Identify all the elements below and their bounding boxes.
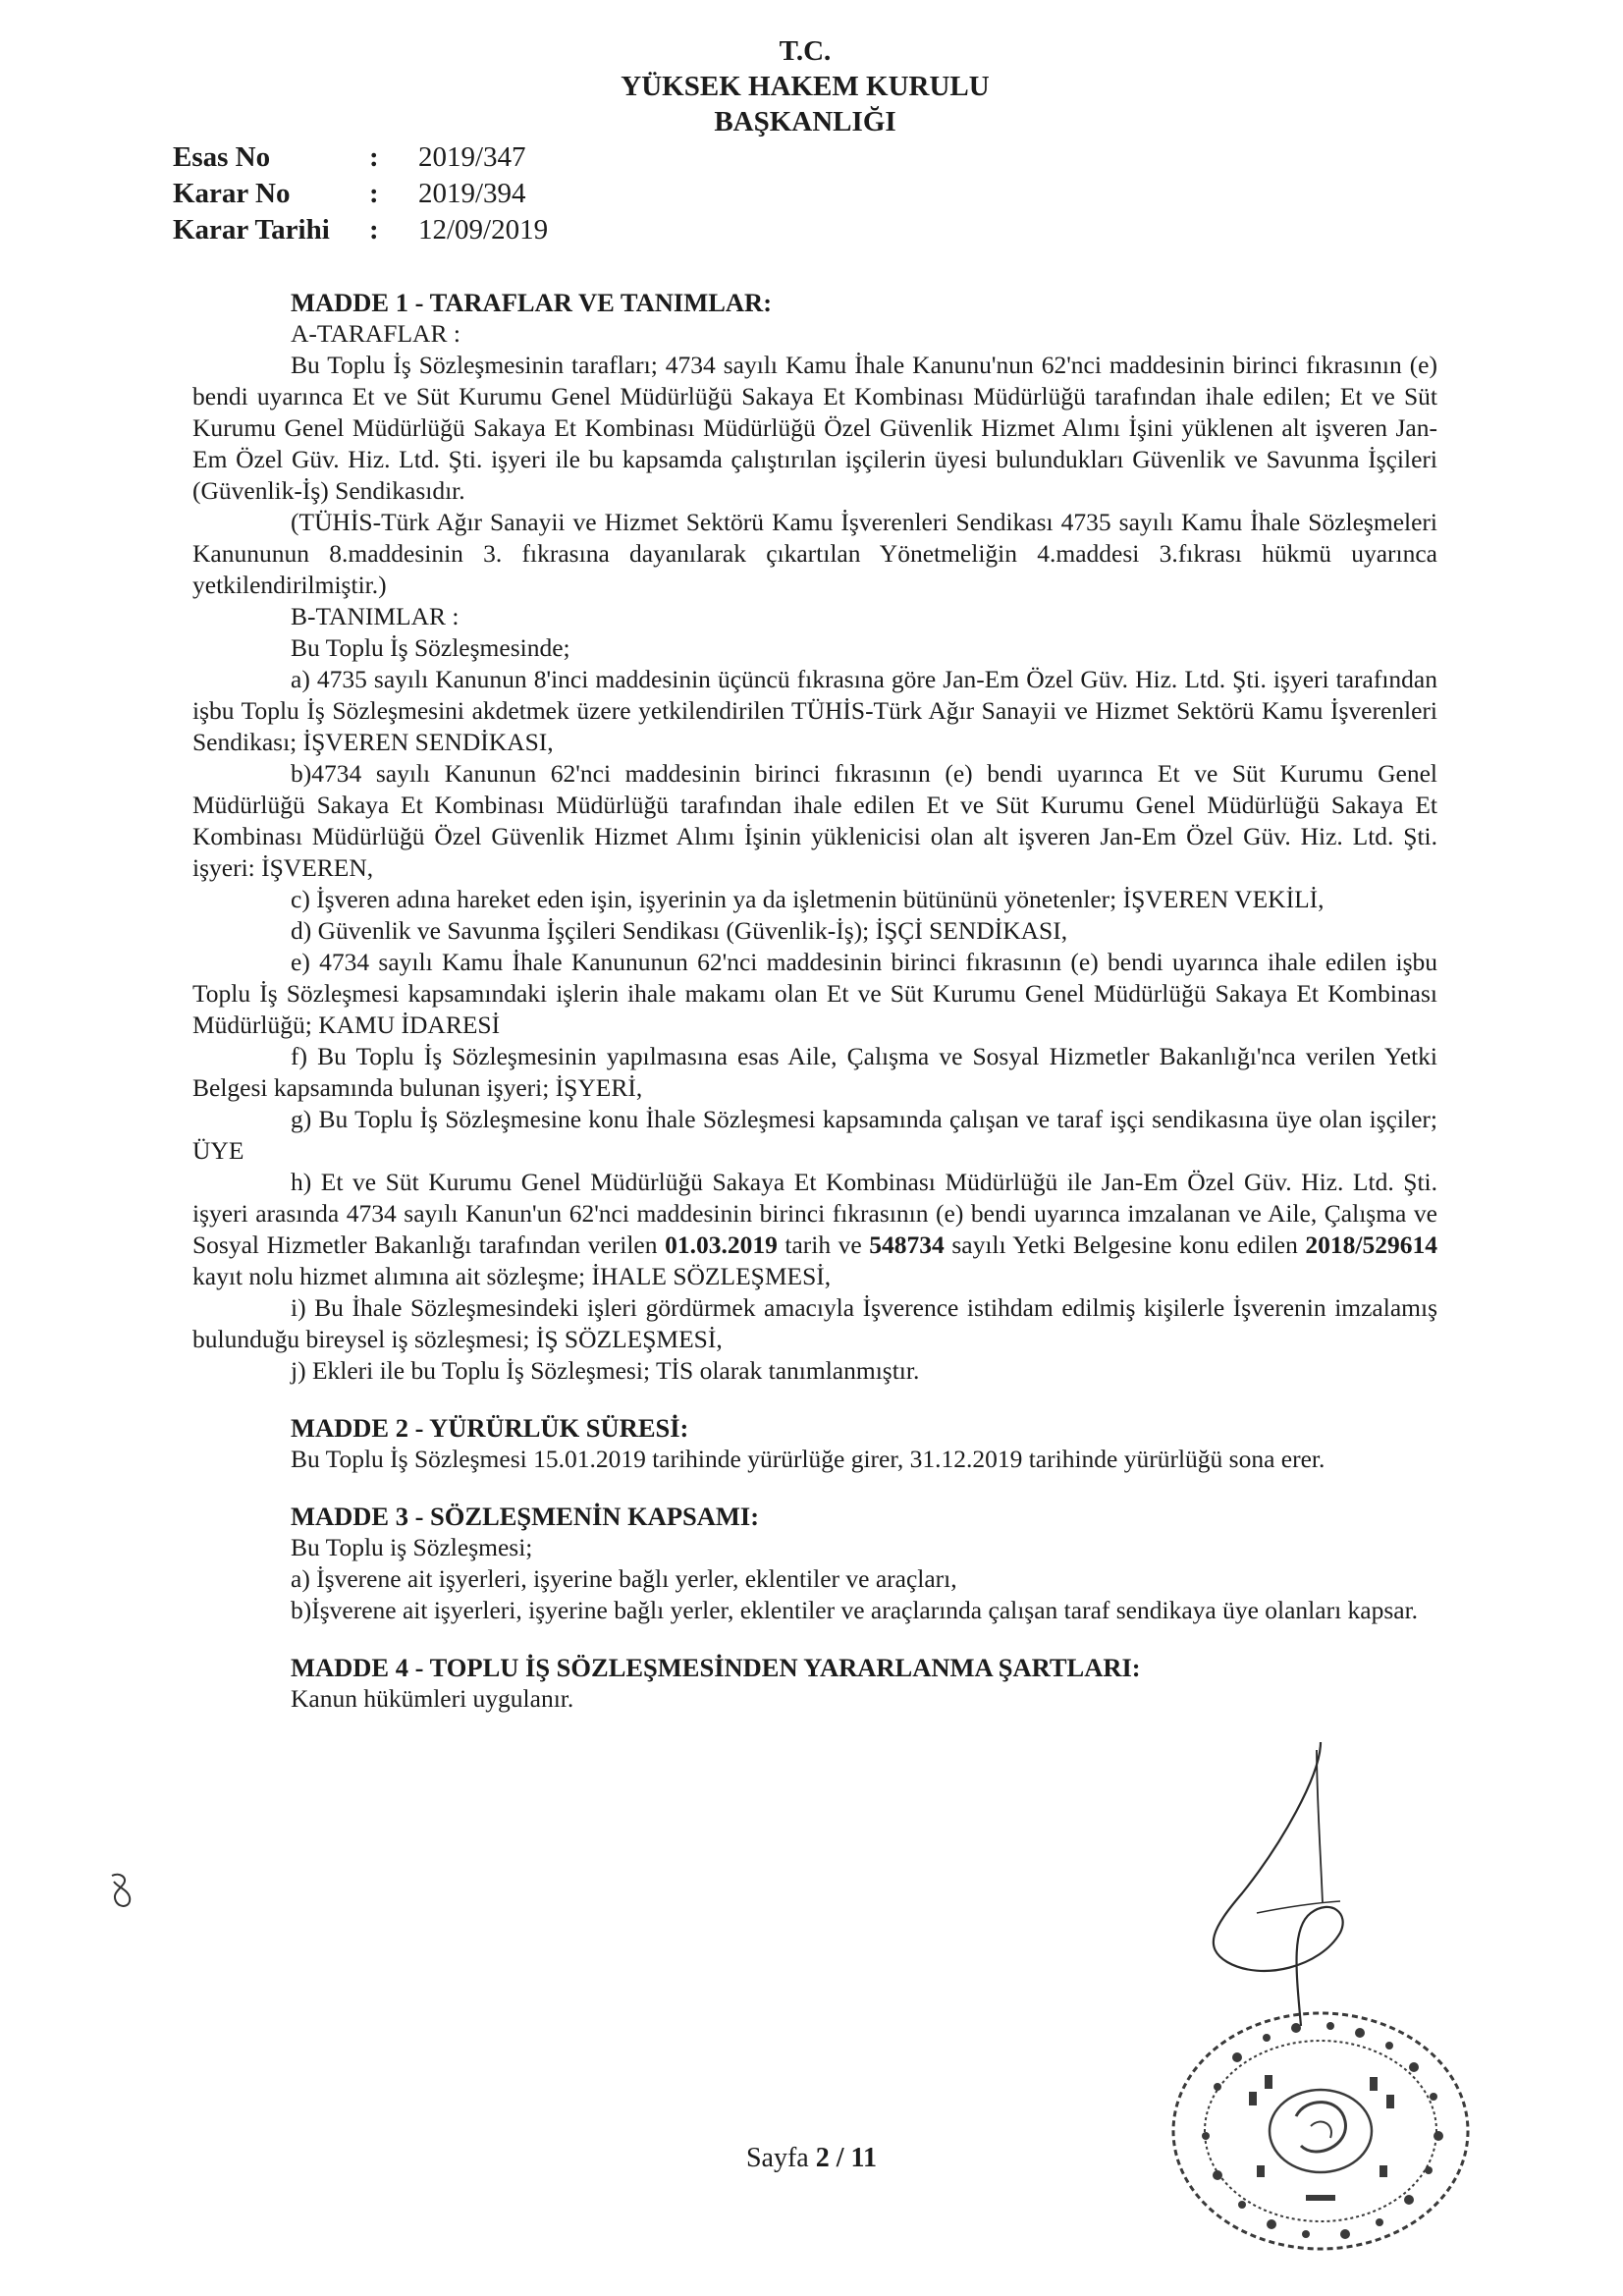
definition-a: a) 4735 sayılı Kanunun 8'inci maddesinin üçüncü fıkrasına göre Jan-Em Özel Güv. Hiz. Ltd. Şti. işyeri tarafından işbu Toplu İş Sözleşmesini akdetmek üzere yetkilendirilen TÜHİS-Türk Ağır Sanayii ve Hizmet Sektörü Kamu İşverenleri Sendikası; İŞVEREN SENDİKASI, (192, 665, 1437, 756)
document-body (192, 287, 1437, 1715)
tanimlar-title: B-TANIMLAR : (291, 602, 460, 630)
header-institution: YÜKSEK HAKEM KURULU (621, 71, 990, 102)
page-separator: / (829, 2143, 851, 2173)
section-spacer (192, 1387, 1437, 1412)
madde3-intro: Bu Toplu iş Sözleşmesi; (291, 1533, 533, 1561)
section-spacer (192, 1626, 1437, 1652)
header-tc: T.C. (779, 35, 832, 67)
madde3-item-b: b)İşverene ait işyerleri, işyerine bağlı yerler, eklentiler ve araçlarında çalışan taraf sendikaya üye olanları kapsar. (291, 1596, 1419, 1624)
esas-label: Esas No (173, 141, 271, 173)
total-pages: 11 (850, 2143, 877, 2173)
definition-g: g) Bu Toplu İş Sözleşmesine konu İhale Sözleşmesi kapsamında çalışan ve taraf işçi sendikasına üye olan işçiler; ÜYE (192, 1105, 1437, 1165)
madde1-heading: MADDE 1 - TARAFLAR VE TANIMLAR: (291, 288, 773, 317)
definition-j: j) Ekleri ile bu Toplu İş Sözleşmesi; TİS olarak tanımlanmıştır. (291, 1356, 920, 1385)
page-label: Sayfa (745, 2143, 816, 2173)
esas-colon: : (369, 141, 379, 173)
definition-h-part-4: kayıt nolu hizmet alımına ait sözleşme; İHALE SÖZLEŞMESİ, (192, 1262, 832, 1290)
taraflar-title: A-TARAFLAR : (291, 319, 460, 348)
authorization-number: 548734 (869, 1230, 945, 1259)
definition-d: d) Güvenlik ve Savunma İşçileri Sendikası (Güvenlik-İş); İŞÇİ SENDİKASI, (291, 916, 1068, 945)
karar-label: Karar No (173, 178, 291, 209)
margin-handwriting-mark (98, 1868, 147, 1917)
definition-h-part-2: tarih ve (777, 1230, 870, 1259)
tarih-colon: : (369, 214, 379, 246)
definition-b: b)4734 sayılı Kanunun 62'nci maddesinin birinci fıkrasının (e) bendi uyarınca Et ve Süt Kurumu Genel Müdürlüğü Sakaya Et Kombinası Müdürlüğü tarafından ihale edilen Et ve Süt Kurumu Genel Müdürlüğü Sakaya Et Kombinası Müdürlüğü Özel Güvenlik Hizmet Alımı İşinin yüklenicisi olan alt işveren Jan-Em Özel Güv. Hiz. Ltd. Şti. işyeri: İŞVEREN, (192, 759, 1437, 882)
current-page-number: 2 (815, 2143, 830, 2173)
header-department: BAŞKANLIĞI (714, 106, 896, 137)
registration-number: 2018/529614 (1305, 1230, 1438, 1259)
definition-h-part-3: sayılı Yetki Belgesine konu edilen (944, 1230, 1306, 1259)
madde3-heading: MADDE 3 - SÖZLEŞMENİN KAPSAMI: (291, 1502, 760, 1531)
esas-value: 2019/347 (418, 141, 526, 173)
section-spacer (192, 1475, 1437, 1501)
case-info (173, 139, 548, 248)
esas-row (173, 139, 548, 176)
madde2-text: Bu Toplu İş Sözleşmesi 15.01.2019 tarihinde yürürlüğe girer, 31.12.2019 tarihinde yürürlüğü sona erer. (291, 1445, 1325, 1473)
definition-f: f) Bu Toplu İş Sözleşmesinin yapılmasına esas Aile, Çalışma ve Sosyal Hizmetler Bakanlığı'nca verilen Yetki Belgesi kapsamında bulunan işyeri; İŞYERİ, (192, 1042, 1437, 1102)
karar-value: 2019/394 (418, 178, 526, 209)
madde2-heading: MADDE 2 - YÜRÜRLÜK SÜRESİ: (291, 1413, 689, 1443)
definition-c: c) İşveren adına hareket eden işin, işyerinin ya da işletmenin bütününü yönetenler; İŞVEREN VEKİLİ, (291, 885, 1325, 913)
definition-h-part-1: h) Et ve Süt Kurumu Genel Müdürlüğü Sakaya Et Kombinası Müdürlüğü ile Jan-Em Özel Güv. Hiz. Ltd. Şti. işyeri arasında 4734 sayılı Kanun'un 62'nci maddesinin birinci fıkrasının (e) bendi uyarınca imzalanan ve Aile, Çalışma ve Sosyal Hizmetler Bakanlığı tarafından verilen (192, 1168, 1437, 1259)
definition-h (192, 1167, 1437, 1292)
tarih-row (173, 212, 548, 248)
definition-e: e) 4734 sayılı Kamu İhale Kanununun 62'nci maddesinin birinci fıkrasının (e) bendi uyarınca ihale edilen işbu Toplu İş Sözleşmesi kapsamındaki işlerin ihale makamı olan Et ve Süt Kurumu Genel Müdürlüğü Sakaya Et Kombinası Müdürlüğü; KAMU İDARESİ (192, 948, 1437, 1039)
page-footer (0, 2143, 1623, 2174)
tarih-value: 12/09/2019 (418, 214, 549, 246)
taraflar-paragraph-2: (TÜHİS-Türk Ağır Sanayii ve Hizmet Sektörü Kamu İşverenleri Sendikası 4735 sayılı Kamu İhale Sözleşmeleri Kanununun 8.maddesinin 3. fıkrasına dayanılarak çıkartılan Yönetmeliğin 4.maddesi 3.fıkrası hükmü uyarınca yetkilendirilmiştir.) (192, 508, 1437, 599)
authorization-date: 01.03.2019 (665, 1230, 778, 1259)
karar-colon: : (369, 178, 379, 209)
madde3-item-a: a) İşverene ait işyerleri, işyerine bağlı yerler, eklentiler ve araçları, (291, 1564, 957, 1593)
signature-mark (1173, 1736, 1370, 2031)
official-seal-stamp (1159, 1998, 1483, 2264)
taraflar-paragraph-1: Bu Toplu İş Sözleşmesinin tarafları; 4734 sayılı Kamu İhale Kanunu'nun 62'nci maddesinin birinci fıkrasının (e) bendi uyarınca Et ve Süt Kurumu Genel Müdürlüğü Sakaya Et Kombinası Müdürlüğü tarafından ihale edilen; Et ve Süt Kurumu Genel Müdürlüğü Sakaya Et Kombinası Müdürlüğü Özel Güvenlik Hizmet Alımı İşini yüklenen alt işveren Jan-Em Özel Güv. Hiz. Ltd. Şti. işyeri ile bu kapsamda çalıştırılan işçilerin üyesi bulundukları Güvenlik ve Savunma İşçileri (Güvenlik-İş) Sendikasıdır. (192, 351, 1437, 505)
madde4-heading: MADDE 4 - TOPLU İŞ SÖZLEŞMESİNDEN YARARLANMA ŞARTLARI: (291, 1653, 1141, 1682)
tarih-label: Karar Tarihi (173, 214, 330, 246)
madde4-text: Kanun hükümleri uygulanır. (291, 1684, 574, 1713)
karar-row (173, 176, 548, 212)
document-header (530, 33, 1080, 139)
tanimlar-intro: Bu Toplu İş Sözleşmesinde; (291, 633, 570, 662)
definition-i: i) Bu İhale Sözleşmesindeki işleri gördürmek amacıyla İşverence istihdam edilmiş kişilerle İşverenin imzalamış bulunduğu bireysel iş sözleşmesi; İŞ SÖZLEŞMESİ, (192, 1293, 1437, 1353)
